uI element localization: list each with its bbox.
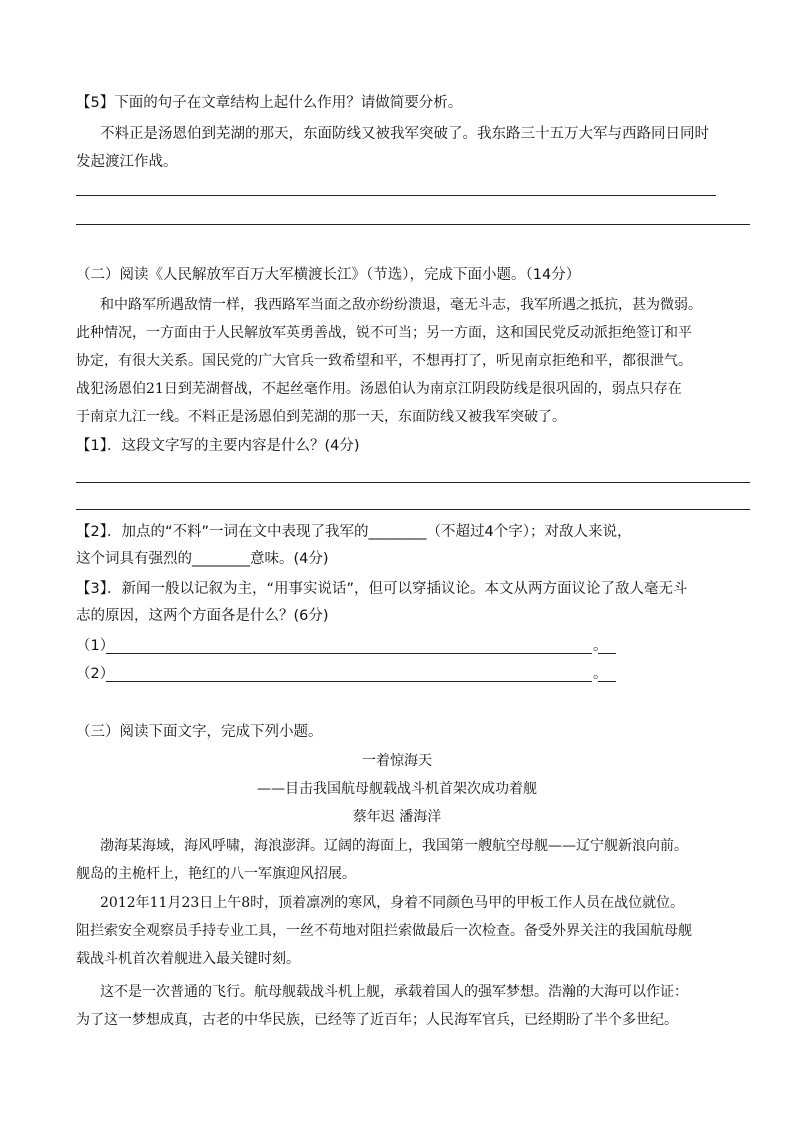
article-paragraph-line: 载战斗机首次着舰进入最关键时刻。 <box>76 951 300 967</box>
q5-answer-line-2[interactable] <box>76 224 750 225</box>
section2-passage-line: 此种情况，一方面由于人民解放军英勇善战，锐不可当；另一方面，这和国民党反动派拒绝签订和平 <box>76 325 692 341</box>
section2-q1: 【1】．这段文字写的主要内容是什么？(4分) <box>76 438 360 454</box>
q3-answer-line-1[interactable] <box>106 653 592 654</box>
q1-answer-line-2[interactable] <box>76 509 750 510</box>
q1-answer-line-1[interactable] <box>76 482 750 483</box>
section2-passage-line: 战犯汤恩伯21日到芜湖督战，不起丝毫作用。汤恩伯认为南京江阴段防线是很巩固的，弱点只存在 <box>76 381 682 397</box>
section2-q2-line2: 这个词具有强烈的________意味。(4分) <box>76 551 329 567</box>
article-paragraph-line: 2012年11月23日上午8时，顶着凛冽的寒风，身着不同颜色马甲的甲板工作人员在战位就位。 <box>100 895 685 911</box>
article-paragraph-line: 为了这一梦想成真，古老的中华民族，已经等了近百年；人民海军官兵，已经期盼了半个多世纪。 <box>76 1012 678 1028</box>
q3-answer-tail-2 <box>598 681 616 682</box>
section2-q2-line1: 【2】．加点的“不料”一词在文中表现了我军的________（不超过4个字）；对敌人来说， <box>76 524 632 540</box>
section2-passage-line: 协定，有很大关系。国民党的广大官兵一致希望和平，不想再打了，听见南京拒绝和平，都很泄气。 <box>76 353 692 369</box>
article-paragraph-line: 舰岛的主桅杆上，艳红的八一军旗迎风招展。 <box>76 866 356 882</box>
section2-passage-line: 和中路军所遇敌情一样，我西路军当面之敌亦纷纷溃退，毫无斗志，我军所遇之抵抗，甚为微弱。 <box>100 297 702 313</box>
article-title: 一着惊海天 <box>362 753 432 769</box>
q3-answer-end-2: 。 <box>593 666 608 682</box>
q3-answer-line-2[interactable] <box>106 681 592 682</box>
section2-q3-line1: 【3】．新闻一般以记叙为主，“用事实说话”，但可以穿插议论。本文从两方面议论了敌人毫无斗 <box>76 581 688 597</box>
section2-heading: （二）阅读《人民解放军百万大军横渡长江》（节选），完成下面小题。（14分） <box>76 267 581 283</box>
article-authors: 蔡年迟 潘海洋 <box>352 809 442 825</box>
q3-answer-label-1: （1） <box>76 638 115 654</box>
article-paragraph-line: 渤海某海域，海风呼啸，海浪澎湃。辽阔的海面上，我国第一艘航空母舰——辽宁舰新浪向前。 <box>100 838 688 854</box>
q3-answer-end-1: 。 <box>593 638 608 654</box>
q5-title: 【5】下面的句子在文章结构上起什么作用？请做简要分析。 <box>76 95 463 111</box>
article-paragraph-line: 这不是一次普通的飞行。航母舰载战斗机上舰，承载着国人的强军梦想。浩瀚的大海可以作证： <box>100 984 688 1000</box>
section2-q3-line2: 志的原因，这两个方面各是什么？(6分) <box>76 608 329 624</box>
q3-answer-label-2: （2） <box>76 666 115 682</box>
q5-quote-line1: 不料正是汤恩伯到芜湖的那天，东面防线又被我军突破了。我东路三十五万大军与西路同日同时 <box>100 126 709 142</box>
article-paragraph-line: 阻拦索安全观察员手持专业工具，一丝不苟地对阻拦索做最后一次检查。备受外界关注的我国航母舰 <box>76 923 692 939</box>
section2-passage-line: 于南京九江一线。不料正是汤恩伯到芜湖的那一天，东面防线又被我军突破了。 <box>76 409 566 425</box>
article-subtitle: ——目击我国航母舰载战斗机首架次成功着舰 <box>257 781 537 797</box>
q5-answer-line-1[interactable] <box>76 195 716 196</box>
q3-answer-tail-1 <box>598 653 616 654</box>
q5-quote-line2: 发起渡江作战。 <box>76 154 178 170</box>
section3-heading: （三）阅读下面文字，完成下列小题。 <box>76 724 323 740</box>
